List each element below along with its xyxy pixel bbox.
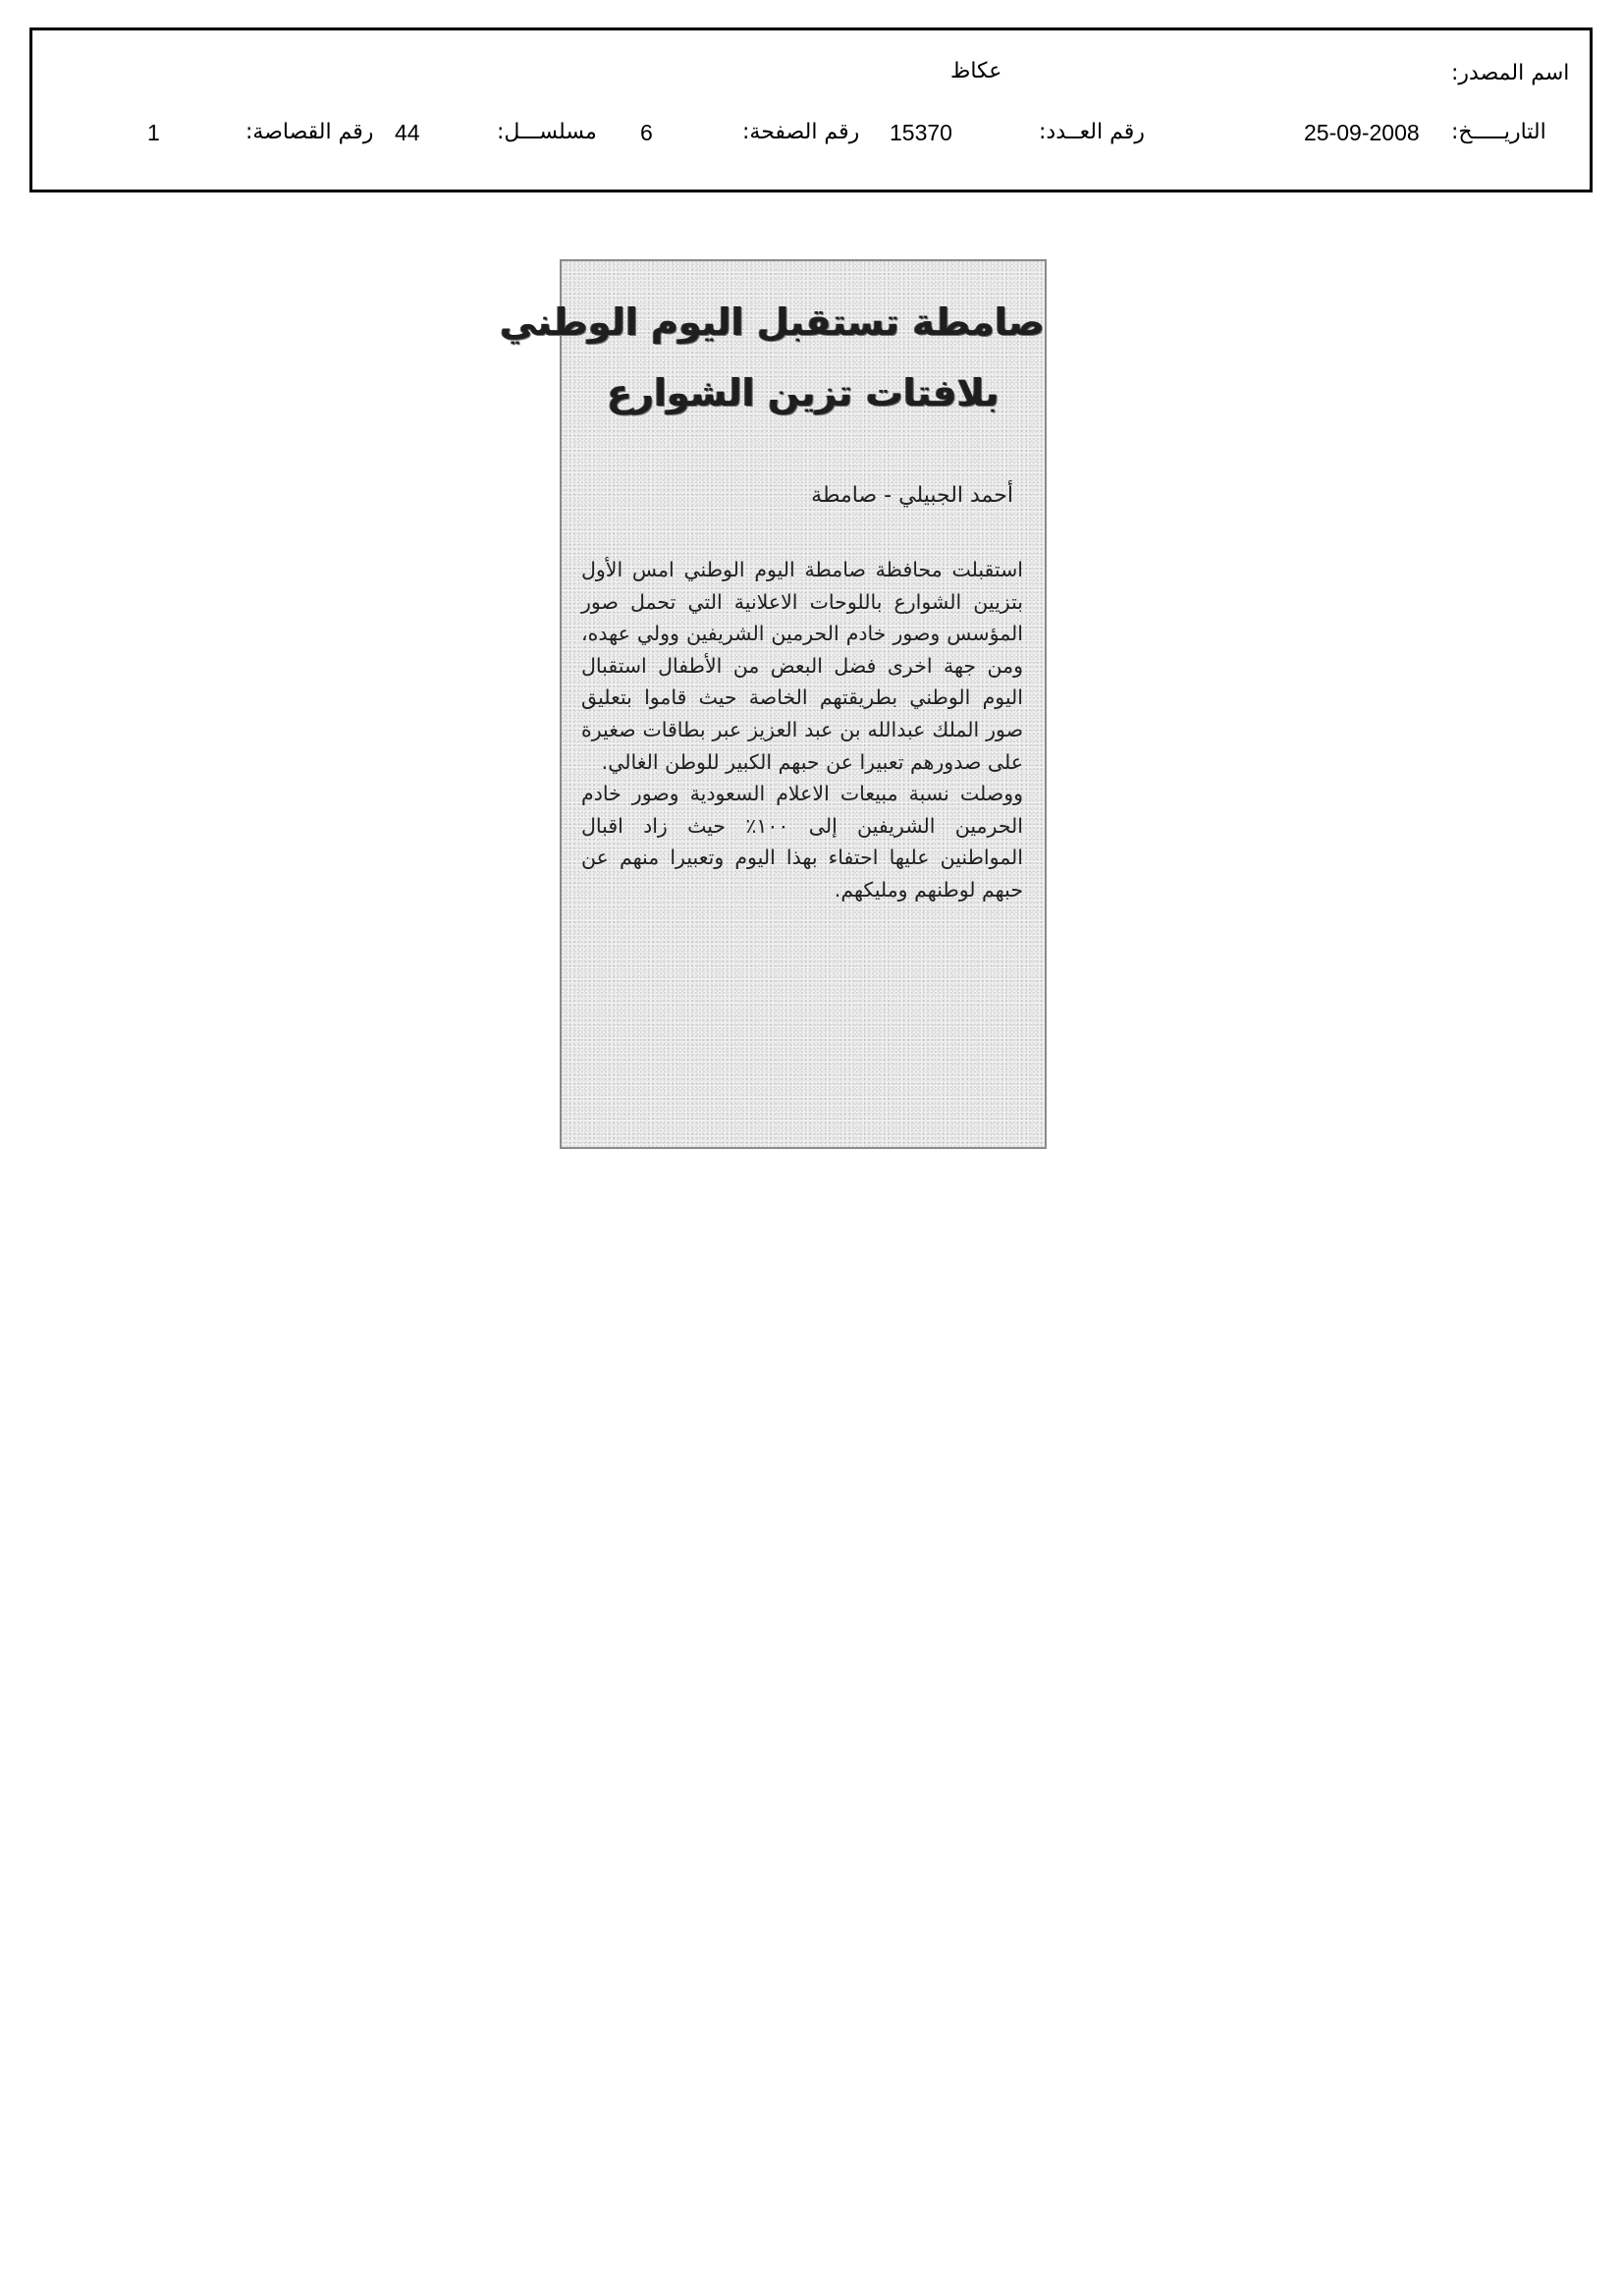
article-body — [581, 554, 1023, 906]
page-value: 6 — [640, 120, 653, 145]
serial-value: 44 — [395, 120, 420, 145]
page-label: رقم الصفحة: — [742, 120, 860, 144]
article-paragraph-1: استقبلت محافظة صامطة اليوم الوطني امس الأول بتزيين الشوارع باللوحات الاعلانية التي تحمل صور المؤسس وصور خادم الحرمين الشريفين وولي عهده، ومن جهة اخرى فضل البعض من الأطفال استقبال اليوم الوطني بطريقتهم الخاصة حيث قاموا بتعليق صور الملك عبدالله بن عبد العزيز عبر بطاقات صغيرة على صدورهم تعبيرا عن حبهم الكبير للوطن الغالي. — [581, 558, 1023, 774]
issue-label: رقم العــدد: — [1039, 120, 1145, 144]
clip-value: 1 — [147, 120, 160, 145]
clip-label: رقم القصاصة: — [245, 120, 374, 144]
serial-label: مسلســـل: — [497, 120, 597, 144]
metadata-header-box — [29, 27, 1593, 192]
date-label: التاريـــــخ: — [1451, 120, 1546, 144]
byline: أحمد الجبيلي - صامطة — [811, 483, 1013, 508]
source-label: اسم المصدر: — [1451, 61, 1570, 85]
headline-line-1: صامطة تستقبل اليوم الوطني — [500, 301, 1045, 344]
source-value: عكاظ — [950, 59, 1002, 83]
issue-value: 15370 — [890, 120, 952, 145]
newspaper-clipping — [500, 259, 1047, 1149]
headline-line-2: بلافتات تزين الشوارع — [607, 371, 1000, 414]
date-value: 25-09-2008 — [1304, 120, 1420, 145]
article-paragraph-2: ووصلت نسبة مبيعات الاعلام السعودية وصور خادم الحرمين الشريفين إلى ١٠٠٪ حيث زاد اقبال المواطنين عليها احتفاء بهذا اليوم وتعبيرا منهم عن حبهم لوطنهم ومليكهم. — [581, 782, 1024, 902]
